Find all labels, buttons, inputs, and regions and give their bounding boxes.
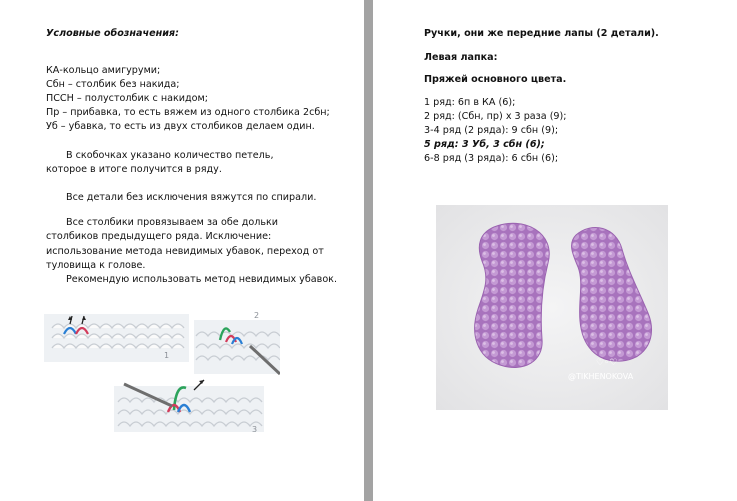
abbrev-pssn: ПССН – полустолбик с накидом; bbox=[46, 93, 209, 104]
diagram-step-2: 2 bbox=[254, 311, 260, 320]
row-3-4: 3-4 ряд (2 ряда): 9 сбн (9); bbox=[424, 125, 559, 136]
note-spiral: Все детали без исключения вяжутся по спирали. bbox=[66, 192, 317, 203]
photo-watermark: @TIKHENOKOVA bbox=[568, 372, 634, 381]
note-loops: Все столбики провязываем за обе дольки столбиков предыдущего ряда. Исключение: использование метода невидимых убавок, переход от туловища к голове. bbox=[46, 217, 324, 271]
diagram-panel-3 bbox=[114, 380, 264, 432]
invisible-decrease-diagram bbox=[44, 306, 280, 434]
diagram-step-3: 3 bbox=[252, 425, 258, 434]
abbrev-ka: КА-кольцо амигуруми; bbox=[46, 65, 161, 76]
diagram-panel-2 bbox=[194, 320, 280, 374]
row-2: 2 ряд: (Сбн, пр) х 3 раза (9); bbox=[424, 111, 567, 122]
legend-title: Условные обозначения: bbox=[46, 28, 179, 39]
page-gutter bbox=[364, 0, 373, 501]
row-1: 1 ряд: 6п в КА (6); bbox=[424, 97, 516, 108]
section-title: Ручки, они же передние лапы (2 детали). bbox=[424, 28, 659, 39]
section-subtitle: Левая лапка: bbox=[424, 52, 498, 63]
note-brackets: В скобочках указано количество петель, которое в итоге получится в ряду. bbox=[46, 150, 274, 176]
note-recommend: Рекомендую использовать метод невидимых убавок. bbox=[66, 274, 338, 285]
row-6-8: 6-8 ряд (3 ряда): 6 сбн (6); bbox=[424, 153, 559, 164]
left-paw bbox=[475, 223, 550, 367]
abbrev-pr: Пр – прибавка, то есть вяжем из одного столбика 2сбн; bbox=[46, 107, 330, 118]
watermark-heart: ♡◦♡ bbox=[596, 358, 618, 368]
diagram-step-1: 1 bbox=[164, 351, 170, 360]
abbrev-ub: Уб – убавка, то есть из двух столбиков делаем один. bbox=[46, 121, 315, 132]
yarn-note: Пряжей основного цвета. bbox=[424, 74, 567, 85]
abbrev-sbn: Сбн – столбик без накида; bbox=[46, 79, 180, 90]
row-5: 5 ряд: 3 Уб, 3 сбн (6); bbox=[424, 139, 545, 150]
paws-photo bbox=[436, 205, 668, 410]
